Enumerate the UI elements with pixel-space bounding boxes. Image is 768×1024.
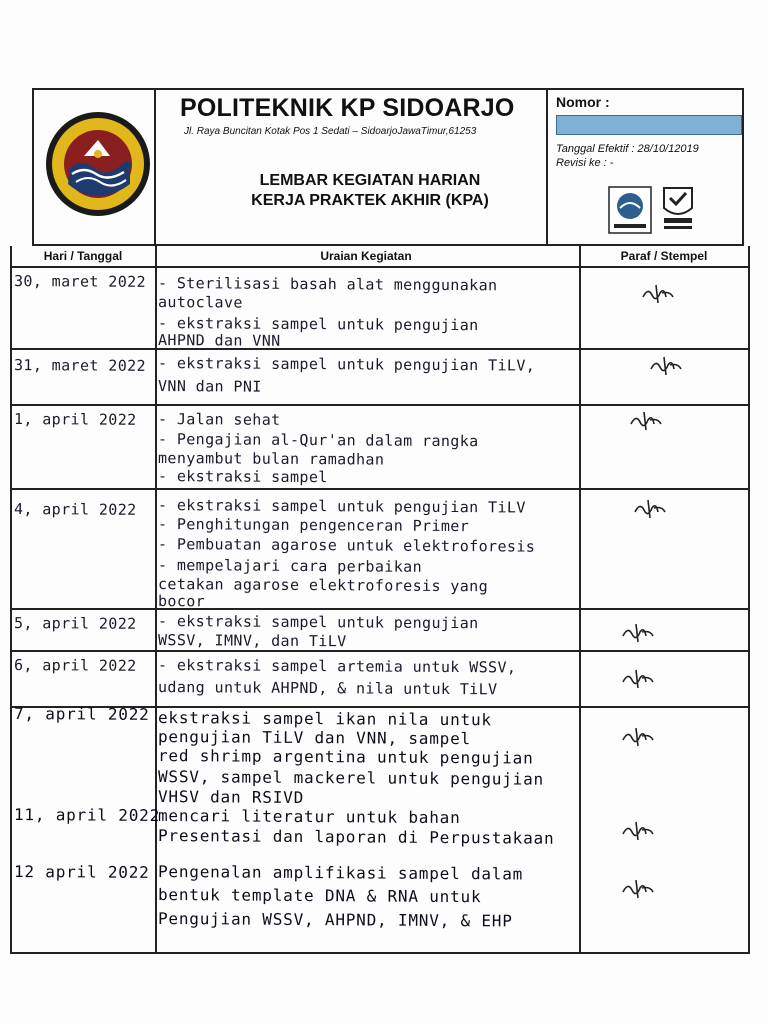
row-line: bocor <box>157 592 206 611</box>
row-line: Pengenalan amplifikasi sampel dalam <box>157 862 524 884</box>
row-line: VNN dan PNI <box>157 377 262 396</box>
header-signature: Paraf / Stempel <box>620 249 708 263</box>
row-line: - ekstraksi sampel <box>157 467 328 487</box>
row-line: Pengujian WSSV, AHPND, IMNV, & EHP <box>157 909 513 931</box>
row-line: Presentasi dan laporan di Perpustakaan <box>157 826 555 848</box>
institution-logo <box>44 110 152 218</box>
form-title-line1: LEMBAR KEGIATAN HARIAN <box>259 172 481 189</box>
row-line: - ekstraksi sampel untuk pengujian TiLV, <box>157 354 536 375</box>
row-line: udang untuk AHPND, & nila untuk TiLV <box>157 678 498 699</box>
row-date: 7, april 2022 <box>13 704 150 724</box>
signature-icon <box>628 410 664 432</box>
revision: Revisi ke : - <box>556 157 614 169</box>
institution-name: POLITEKNIK KP SIDOARJO <box>180 94 515 122</box>
signature-icon <box>620 820 656 842</box>
row-line: cetakan agarose elektroforesis yang <box>157 575 489 596</box>
certification-logo-icon <box>608 186 652 234</box>
row-line: menyambut bulan ramadhan <box>157 449 385 469</box>
row-line: red shrimp argentina untuk pengujian <box>157 746 534 768</box>
row-line: - ekstraksi sampel untuk pengujian TiLV <box>157 496 526 517</box>
row-line: - ekstraksi sampel untuk pengujian <box>157 314 479 335</box>
row-date: 5, april 2022 <box>13 614 137 633</box>
row-line: - mempelajari cara perbaikan <box>157 556 423 576</box>
signature-icon <box>632 498 668 520</box>
row-date: 31, maret 2022 <box>13 356 147 375</box>
row-line: WSSV, IMNV, dan TiLV <box>157 631 347 651</box>
row-line: - Penghitungan pengenceran Primer <box>157 515 470 536</box>
row-line: - Sterilisasi basah alat menggunakan <box>157 274 498 295</box>
form-title-line2: KERJA PRAKTEK AKHIR (KPA) <box>251 192 489 209</box>
header-description: Uraian Kegiatan <box>320 249 412 263</box>
activity-table <box>10 246 750 954</box>
accreditation-logo-icon <box>660 184 696 234</box>
row-line: mencari literatur untuk bahan <box>157 806 461 828</box>
row-line: VHSV dan RSIVD <box>157 787 305 808</box>
row-line: - Pembuatan agarose untuk elektroforesis <box>157 535 536 556</box>
signature-icon <box>640 283 676 305</box>
row-line: AHPND dan VNN <box>157 331 281 350</box>
row-date: 30, maret 2022 <box>13 272 147 291</box>
row-date: 12 april 2022 <box>13 862 150 882</box>
signature-icon <box>620 726 656 748</box>
signature-icon <box>620 668 656 690</box>
row-line: bentuk template DNA & RNA untuk <box>157 885 482 907</box>
effective-date: Tanggal Efektif : 28/10/12019 <box>556 143 699 155</box>
header-date: Hari / Tanggal <box>43 249 123 263</box>
row-line: - ekstraksi sampel untuk pengujian <box>157 612 479 633</box>
institution-address: Jl. Raya Buncitan Kotak Pos 1 Sedati – SidoarjoJawaTimur,61253 <box>184 126 477 137</box>
row-date: 1, april 2022 <box>13 410 137 429</box>
row-line: ekstraksi sampel ikan nila untuk <box>157 708 492 730</box>
row-line: - Pengajian al-Qur'an dalam rangka <box>157 430 479 451</box>
row-line: - ekstraksi sampel artemia untuk WSSV, <box>157 656 517 677</box>
row-line: autoclave <box>157 293 243 312</box>
row-date: 6, april 2022 <box>13 656 137 675</box>
row-date: 4, april 2022 <box>13 500 137 519</box>
row-line: - Jalan sehat <box>157 410 281 429</box>
row-line: pengujian TiLV dan VNN, sampel <box>157 727 472 749</box>
row-line: WSSV, sampel mackerel untuk pengujian <box>157 767 545 789</box>
signature-icon <box>648 355 684 377</box>
row-date: 11, april 2022 <box>13 805 161 826</box>
signature-icon <box>620 878 656 900</box>
nomor-label: Nomor : <box>556 94 610 110</box>
nomor-field[interactable] <box>556 115 742 135</box>
signature-icon <box>620 622 656 644</box>
